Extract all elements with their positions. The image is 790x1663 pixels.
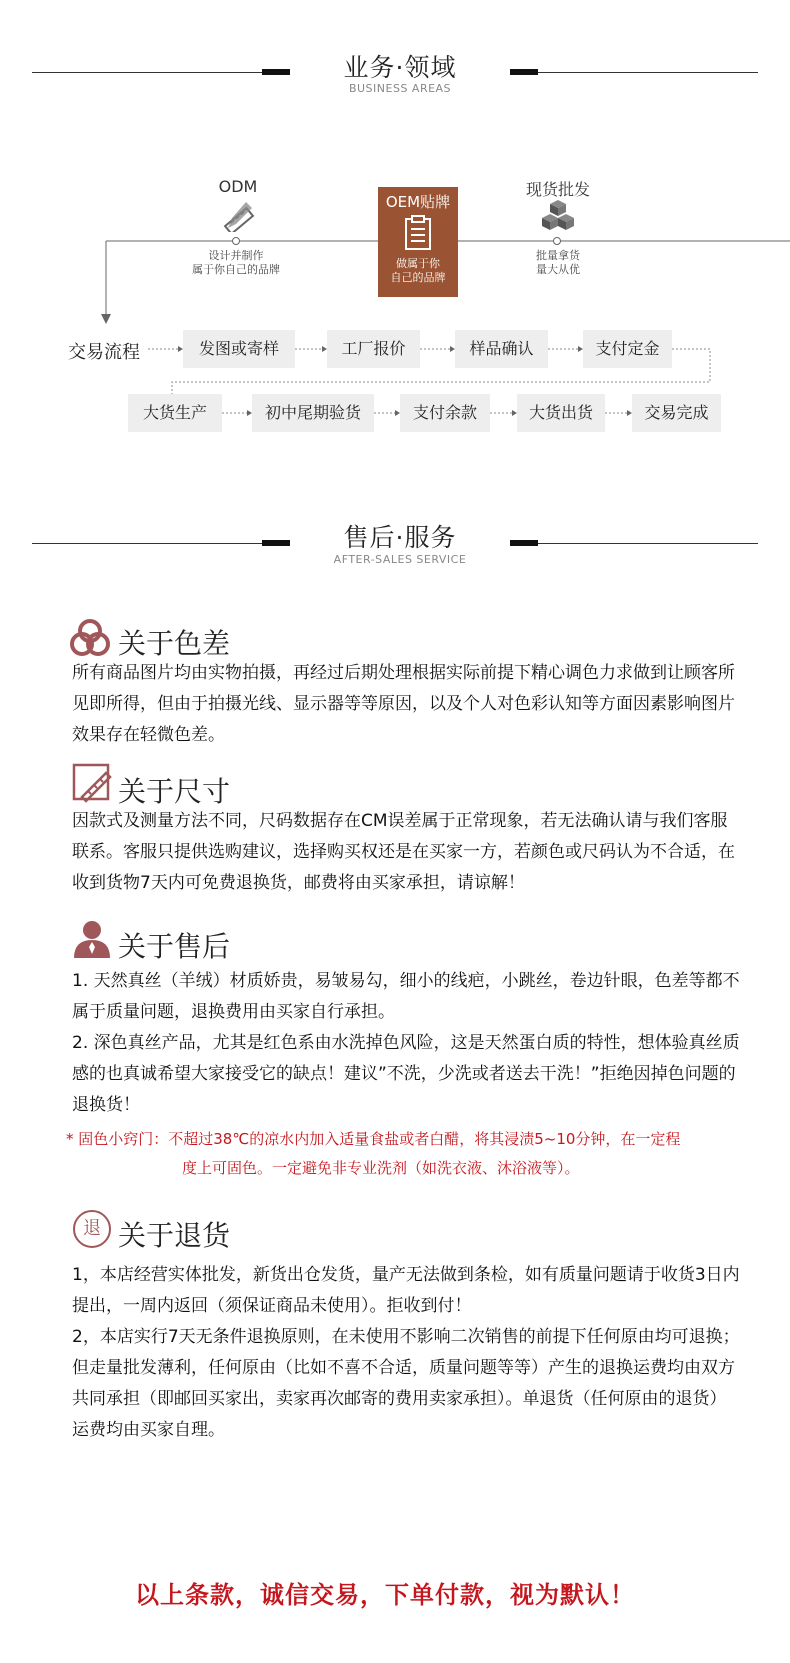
process-step: 大货生产 xyxy=(128,394,222,432)
text-line: 但走量批发薄利，任何原由（比如不喜不合适，质量问题等等）产生的退换运费均由双方 xyxy=(72,1358,735,1378)
aftersale-text xyxy=(72,966,772,1121)
timeline-dot xyxy=(232,237,240,245)
process-step: 初中尾期验货 xyxy=(252,394,374,432)
process-step: 支付定金 xyxy=(583,330,672,368)
text-line: 联系。客服只提供选购建议，选择购买权还是在买家一方，若颜色或尺码认为不合适，在 xyxy=(72,842,735,862)
biz-desc-odm xyxy=(176,249,296,277)
section-subtitle: BUSINESS AREAS xyxy=(348,82,452,95)
text-line: 1. 天然真丝（羊绒）材质娇贵，易皱易勾，细小的线疤，小跳丝，卷边针眼，色差等都不 xyxy=(72,971,740,991)
process-title: 交易流程 xyxy=(68,342,140,363)
biz-desc-stock xyxy=(498,249,618,277)
returns-text xyxy=(72,1260,772,1446)
return-stamp-icon: 退 xyxy=(73,1210,111,1248)
color-diff-title: 关于色差 xyxy=(118,627,231,660)
aftersale-title: 关于售后 xyxy=(118,930,231,963)
text-line: 收到货物7天内可免费退换货，邮费将由买家承担，请谅解！ xyxy=(72,873,525,893)
text-line: 1，本店经营实体批发，新货出仓发货，量产无法做到条检，如有质量问题请于收货3日内 xyxy=(72,1265,740,1285)
text-line: 见即所得，但由于拍摄光线、显示器等等原因，以及个人对色彩认知等方面因素影响图片 xyxy=(72,694,735,714)
footer-statement: 以上条款，诚信交易，下单付款，视为默认！ xyxy=(135,1581,635,1609)
size-text xyxy=(72,806,772,899)
color-circles-icon xyxy=(70,618,110,658)
oem-highlight-box xyxy=(378,187,458,297)
process-step: 发图或寄样 xyxy=(183,330,295,368)
process-step: 样品确认 xyxy=(455,330,548,368)
ruler-icon xyxy=(72,763,112,803)
tip-line: 度上可固色。一定避免非专业洗剂（如洗衣液、沐浴液等）。 xyxy=(182,1159,580,1177)
size-title: 关于尺寸 xyxy=(118,775,231,808)
text-line: 因款式及测量方法不同，尺码数据存在CM误差属于正常现象，若无法确认请与我们客服 xyxy=(72,811,728,831)
text-line: 所有商品图片均由实物拍摄，再经过后期处理根据实际前提下精心调色力求做到让顾客所 xyxy=(72,663,735,683)
section-subtitle: AFTER-SALES SERVICE xyxy=(333,553,467,566)
biz-label-stock: 现货批发 xyxy=(525,180,590,199)
biz-label-oem: OEM贴牌 xyxy=(385,193,451,211)
boxes-icon xyxy=(541,199,575,231)
biz-desc-oem xyxy=(378,257,458,285)
desc-line: 设计并制作 xyxy=(208,249,264,262)
process-step: 支付余款 xyxy=(400,394,490,432)
process-step: 交易完成 xyxy=(632,394,721,432)
desc-line: 自己的品牌 xyxy=(390,271,446,284)
text-line: 属于质量问题，退换费用由买家自行承担。 xyxy=(72,1002,395,1022)
text-line: 运费均由买家自理。 xyxy=(72,1420,225,1440)
section-title: 业务·领域 xyxy=(290,48,510,84)
text-line: 共同承担（即邮回买家出，卖家再次邮寄的费用卖家承担）。单退货（任何原由的退货） xyxy=(72,1389,727,1409)
text-line: 感的也真诚希望大家接受它的缺点！建议”不洗，少洗或者送去干洗！”拒绝因掉色问题的 xyxy=(72,1064,736,1084)
color-diff-text xyxy=(72,658,772,751)
desc-line: 量大从优 xyxy=(536,263,580,276)
text-line: 效果存在轻微色差。 xyxy=(72,725,225,745)
document-icon xyxy=(403,215,433,251)
tip-line: * 固色小窍门：不超过38℃的凉水内加入适量食盐或者白醋，将其浸渍5~10分钟，在一定程 xyxy=(66,1130,681,1148)
desc-line: 做属于你 xyxy=(396,257,440,270)
text-line: 提出，一周内返回（须保证商品未使用）。拒收到付！ xyxy=(72,1296,472,1316)
returns-title: 关于退货 xyxy=(118,1219,231,1252)
biz-label-odm: ODM xyxy=(218,177,258,196)
process-step: 工厂报价 xyxy=(327,330,420,368)
text-line: 退换货！ xyxy=(72,1095,140,1115)
service-person-icon xyxy=(72,918,112,958)
section-title: 售后·服务 xyxy=(290,518,510,554)
text-line: 2，本店实行7天无条件退换原则，在未使用不影响二次销售的前提下任何原由均可退换； xyxy=(72,1327,740,1347)
process-step: 大货出货 xyxy=(517,394,605,432)
text-line: 2. 深色真丝产品，尤其是红色系由水洗掉色风险，这是天然蛋白质的特性，想体验真丝质 xyxy=(72,1033,740,1053)
timeline-dot xyxy=(553,237,561,245)
desc-line: 属于你自己的品牌 xyxy=(192,263,280,276)
desc-line: 批量拿货 xyxy=(536,249,580,262)
pencil-ruler-icon xyxy=(222,198,256,232)
